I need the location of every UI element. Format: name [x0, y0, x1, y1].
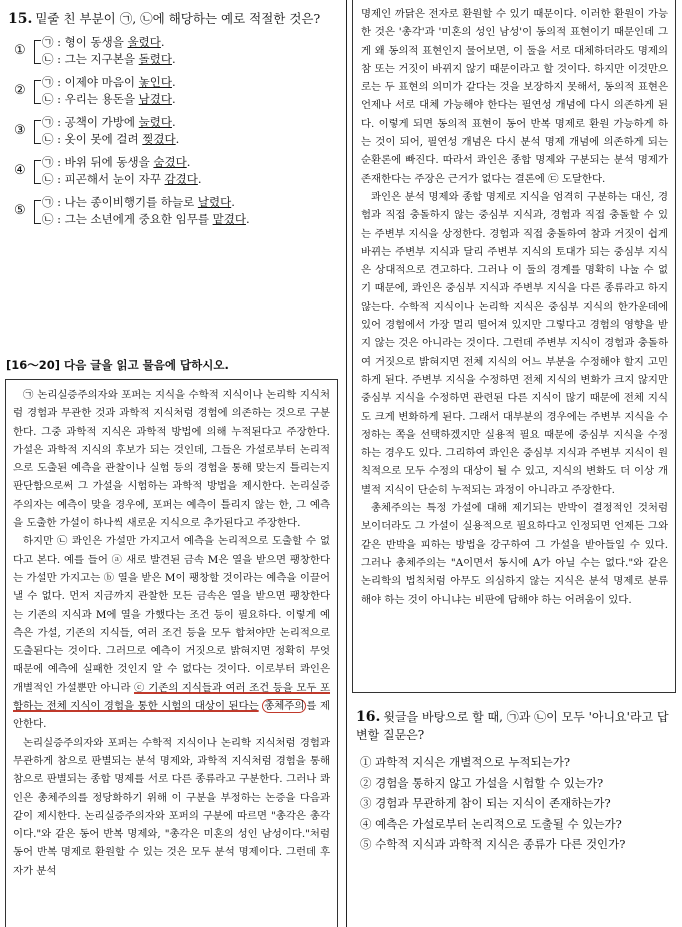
passage-paragraph: 논리실증주의자와 포퍼는 수학적 지식이나 논리학 지식처럼 경험과 무관하게 참으로 판별되는 분석 명제와, 과학적 지식처럼 경험을 통해 참으로 판별되는 종합 명제를 서로 다른 종류라고 구분한다. 그러나 콰인은 총체주의를 정당화하기 위해 이 구분을 부정하는 논증을 다음과 같이 제시한다. 논리실증주의자와 포퍼의 구분에 따르면 "총각은 총각이다."와 같은 동어 반복 명제와, "총각은 미혼의 성인 남성이다."처럼 동어 반복 명제로 환원할 수 있는 것은 모두 분석 명제이다. 그런데 후자가 분석: [13, 736, 330, 877]
passage-box-left: [5, 379, 338, 927]
answer-option[interactable]: [8, 74, 338, 108]
example-sentence: [42, 91, 176, 107]
answer-option[interactable]: ⑤ 수학적 지식과 과학적 지식은 종류가 다른 것인가?: [360, 837, 626, 851]
answer-option[interactable]: ② 경험을 통하지 않고 가설을 시험할 수 있는가?: [360, 775, 604, 790]
sentence-text: ㉡ : 그는 지구본을: [42, 52, 139, 66]
sentence-text: .: [160, 35, 165, 49]
question-number: 16.: [356, 709, 381, 725]
answer-option[interactable]: [8, 114, 338, 148]
bracket-icon: [34, 80, 41, 104]
example-sentence: [42, 51, 176, 67]
question-15: [8, 10, 338, 228]
answer-option[interactable]: ① 과학적 지식은 개별적으로 누적되는가?: [360, 755, 571, 769]
sentence-text: .: [245, 212, 250, 226]
passage-paragraph: 명제인 까닭은 전자로 환원할 수 있기 때문이다. 이러한 환원이 가능한 것은 '총각'과 '미혼의 성인 남성'이 동의적 표현이기 때문인데 그게 왜 동의적 표현인지 물어보면, 이 둘을 서로 대체하더라도 명제의 참 또는 거짓이 바뀌지 않기 때문이라고 할 것이다. 하지만 이것만으로는 두 표현의 의미가 같다는 것을 보장하지 못해서, 동의적 표현은 언제나 서로 대체 가능해야 한다는 필연성 개념에 다시 의존하게 된다. 이렇게 되면 동의적 표현이 동어 반복 명제로 환원 가능하게 하는 것이 되어, 필연성 개념은 다시 분석 명제 개념에 의존하게 되는 순환론에 빠진다. 따라서 콰인은 종합 명제와 구분되는 분석 명제가 존재한다는 주장은 근거가 없다는 결론에 ㉢ 도달한다.: [361, 8, 668, 185]
sentence-text: ㉠ : 바위 뒤에 동생을: [42, 155, 154, 169]
sentence-text: .: [171, 52, 176, 66]
section-header: [16～20] 다음 글을 읽고 물음에 답하시오.: [6, 358, 229, 372]
example-sentence: [42, 194, 235, 210]
bracket-icon: [34, 120, 41, 144]
bracket-icon: [34, 40, 41, 64]
column-divider: [346, 0, 347, 927]
passage-paragraph: [13, 532, 330, 733]
sentence-text: ㉠ : 나는 종이비행기를 하늘로: [42, 195, 198, 209]
underlined-word: 울렸다: [127, 35, 161, 49]
option-number: ④: [14, 163, 26, 178]
example-sentence: [42, 131, 179, 147]
sentence-text: ㉡ : 그는 소년에게 중요한 임무를: [42, 212, 213, 226]
underlined-word: 감겼다: [164, 172, 198, 186]
answer-option[interactable]: [8, 154, 338, 188]
underlined-word: 날렸다: [197, 195, 232, 209]
underlined-word: 찢겼다: [142, 132, 176, 146]
underlined-word: 눌렸다: [138, 115, 172, 129]
sentence-text: ㉡ : 피곤해서 눈이 자꾸: [42, 172, 165, 186]
passage-text: 하지만 ㉡ 콰인은 가설만 가지고서 예측을 논리적으로 도출할 수 없다고 본다. 예를 들어 ⓐ 새로 발견된 금속 M은 열을 받으면 팽창한다는 가설만 가지고는 ⓑ 열을 받은 M이 팽창할 것이라는 예측을 이끌어낼 수 없다. 먼저 지금까지 관찰한 모든 금속은 열을 받으면 팽창한다는 기존의 지식과 M에 열을 가했다는 조건 등이 필요하다. 이렇게 예측은 가설, 기존의 지식들, 여러 조건 등을 모두 합쳐야만 논리적으로 도출된다는 것이다. 그러므로 예측이 거짓으로 밝혀지면 정확히 무엇 때문에 예측에 실패한 것인지 알 수 없다는 것이다. 이로부터 콰인은 개별적인 가설뿐만 아니라: [13, 535, 330, 694]
answer-option[interactable]: [8, 34, 338, 68]
question-text: 밑줄 친 부분이 ㉠, ㉡에 해당하는 예로 적절한 것은?: [35, 11, 321, 26]
example-sentence: [42, 34, 165, 50]
question-16-prompt: [356, 708, 674, 744]
question-15-prompt: [8, 10, 338, 28]
sentence-text: ㉡ : 우리는 용돈을: [42, 92, 139, 106]
question-16: [356, 708, 674, 855]
underlined-word: 숨겼다: [153, 155, 187, 169]
question-15-choices: [8, 34, 338, 228]
passage-text: 를 제안한다.: [13, 700, 330, 731]
sentence-text: .: [171, 92, 176, 106]
underlined-word: 놓인다: [138, 75, 172, 89]
sentence-text: .: [197, 172, 202, 186]
passage-paragraph: ㉠ 논리실증주의자와 포퍼는 지식을 수학적 지식이나 논리학 지식처럼 경험과 무관한 것과 과학적 지식처럼 경험에 의존하는 것으로 구분한다. 그중 과학적 지식은 과학적 방법에 의해 누적된다고 주장한다. 가설은 과학적 지식의 후보가 되는 것인데, 그들은 가설로부터 논리적으로 도출된 예측을 관찰이나 실험 등의 경험을 통해 맞는지 틀리는지 판단함으로써 그 가설을 시험하는 과학적 방법을 제시한다. 논리실증주의자는 예측이 맞을 경우에, 포퍼는 예측이 틀리지 않는 한, 그 예측을 도출한 가설이 하나씩 새로운 지식으로 추가된다고 주장한다.: [13, 389, 330, 530]
example-sentence: [42, 211, 250, 227]
example-sentence: [42, 74, 176, 90]
passage-paragraph: 콰인은 분석 명제와 종합 명제로 지식을 엄격히 구분하는 대신, 경험과 직접 충돌하지 않는 중심부 지식과, 경험과 직접 충돌할 수 있는 주변부 지식을 상정한다. 경험과 직접 충돌하여 참과 거짓이 쉽게 바뀌는 주변부 지식과 달리 주변부 지식의 토대가 되는 중심부 지식은 상대적으로 견고하다. 그러나 이 둘의 경계를 명확히 나눌 수 없기 때문에, 콰인은 중심부 지식과 주변부 지식을 다른 종류라고 하지 않는다. 수학적 지식이나 논리학 지식은 중심부 지식의 한가운데에 있어 경험에서 가장 멀리 떨어져 있지만 그렇다고 경험의 영향을 받지 않는 것은 아니라는 것이다. 그런데 주변부 지식이 경험과 충돌하여 거짓으로 밝혀지면 전체 지식의 어느 부분을 수정해야 할지 고민하게 된다. 주변부 지식을 수정하면 전체 지식의 변화가 크지 않지만 중심부 지식을 수정하면 관련된 다른 지식이 많기 때문에 전체 지식도 크게 변화하게 된다. 그래서 대부분의 경우에는 주변부 지식을 수정하는 쪽을 선택하겠지만 실용적 필요 때문에 중심부 지식을 수정하는 경우도 있다. 그리하여 콰인은 중심부 지식과 주변부 지식이 원칙적으로 모두 수정의 대상이 될 수 있고, 지식의 변화도 더 이상 개별적 지식이 단순히 누적되는 과정이 아니라고 주장한다.: [361, 190, 668, 496]
underlined-word: 돌렸다: [138, 52, 172, 66]
sentence-text: .: [186, 155, 191, 169]
sentence-text: .: [171, 75, 176, 89]
option-number: ⑤: [14, 203, 26, 218]
underlined-word: 맡겼다: [212, 212, 246, 226]
question-number: 15.: [8, 11, 33, 27]
option-number: ③: [14, 123, 26, 138]
passage-box-right: [352, 0, 676, 693]
sentence-text: .: [175, 132, 180, 146]
underlined-phrase: ⓒ 기존의 지식들과 여러 조건 등을 모두 포함하는 전체 지식이 경험을 통한 시험의 대상이 된다는: [13, 681, 331, 713]
example-sentence: [42, 171, 202, 187]
answer-option[interactable]: ④ 예측은 가설로부터 논리적으로 도출될 수 있는가?: [360, 816, 622, 831]
answer-option[interactable]: [8, 194, 338, 228]
sentence-text: ㉡ : 옷이 못에 걸려: [42, 132, 143, 146]
answer-options: [356, 752, 674, 855]
question-text: 윗글을 바탕으로 할 때, ㉠과 ㉡이 모두 '아니요'라고 답변할 질문은?: [356, 710, 669, 742]
bracket-icon: [34, 160, 41, 184]
option-number: ②: [14, 83, 26, 98]
underlined-word: 남겼다: [138, 92, 172, 106]
answer-option[interactable]: ③ 경험과 무관하게 참이 되는 지식이 존재하는가?: [360, 796, 611, 810]
sentence-text: ㉠ : 이제야 마음이: [42, 75, 139, 89]
bracket-icon: [34, 200, 41, 224]
example-sentence: [42, 114, 176, 130]
passage-paragraph: 총체주의는 특정 가설에 대해 제기되는 반박이 결정적인 것처럼 보이더라도 그 가설이 실용적으로 필요하다고 인정되면 언제든 그와 같은 반박을 피하는 방법을 강구하여 그 가설을 받아들일 수 있다. 그러나 총체주의는 "A이면서 동시에 A가 아닐 수는 없다."와 같은 논리학의 법칙처럼 아무도 의심하지 않는 지식은 분석 명제로 분류해야 하는 것이 아니냐는 비판에 답해야 하는 어려움이 있다.: [361, 502, 668, 606]
sentence-text: .: [171, 115, 176, 129]
sentence-text: ㉠ : 공책이 가방에: [42, 115, 139, 129]
option-number: ①: [14, 43, 26, 58]
sentence-text: ㉠ : 형이 동생을: [42, 35, 128, 49]
sentence-text: .: [231, 195, 235, 209]
circled-term: 총체주의: [264, 700, 305, 713]
example-sentence: [42, 154, 190, 170]
